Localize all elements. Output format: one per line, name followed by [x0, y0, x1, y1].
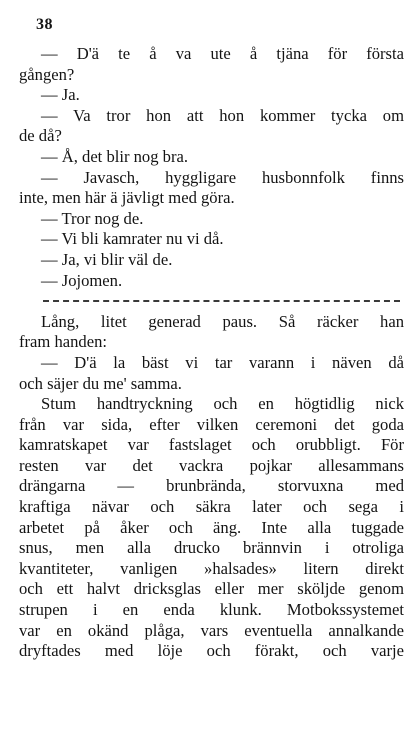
text-line: — Tror nog de.: [41, 208, 144, 228]
text-line: drängarna — brunbrända, storvuxna med: [19, 476, 404, 496]
text-line: — Va tror hon att hon kommer tycka om: [41, 105, 404, 125]
text-line: kvantiteter, vanligen »halsades» litern direkt: [19, 558, 404, 578]
text-line: från var sida, efter vilken ceremoni det goda: [19, 414, 404, 434]
text-line: gången?: [19, 64, 75, 84]
text-line: fram handen:: [19, 332, 108, 352]
text-line: — D'ä la bäst vi tar varann i näven då: [41, 352, 404, 372]
text-line: — Å, det blir nog bra.: [41, 146, 189, 166]
text-line: — Jojomen.: [41, 270, 123, 290]
text-line: — Javasch, hyggligare husbonnfolk finns: [41, 167, 404, 187]
text-line: inte, men här ä jävligt med göra.: [19, 188, 235, 208]
text-line: resten var det vackra pojkar allesammans: [19, 455, 404, 475]
text-line: de då?: [19, 126, 62, 146]
text-line: strupen i en enda klunk. Motbokssystemet: [19, 600, 404, 620]
text-line: Stum handtryckning och en högtidlig nick: [41, 394, 404, 414]
text-line: Lång, litet generad paus. Så räcker han: [41, 311, 404, 331]
page-number: 38: [36, 16, 53, 33]
text-line: — Ja, vi blir väl de.: [41, 249, 173, 269]
text-line: kraftiga nävar och säkra later och sega i: [19, 497, 404, 517]
text-line: dryftades med löje och förakt, och varje: [19, 641, 404, 661]
text-line: snus, men alla drucko brännvin i otroliga: [19, 538, 404, 558]
text-line: och ett halvt dricksglas eller mer sköljde genom: [19, 579, 404, 599]
section-divider-rule: [19, 291, 404, 312]
text-line: arbetet på åker och äng. Inte alla tuggade: [19, 517, 404, 537]
body-text: [19, 44, 404, 662]
text-line: — Ja.: [41, 85, 80, 105]
text-line: var en okänd plåga, vars eventuella annalkande: [19, 620, 404, 640]
text-line: och säjer du me' samma.: [19, 373, 182, 393]
text-line: — D'ä te å va ute å tjäna för första: [41, 44, 404, 63]
text-line: — Vi bli kamrater nu vi då.: [41, 229, 224, 249]
text-line: kamratskapet var fastslaget och orubbligt. För: [19, 435, 404, 455]
